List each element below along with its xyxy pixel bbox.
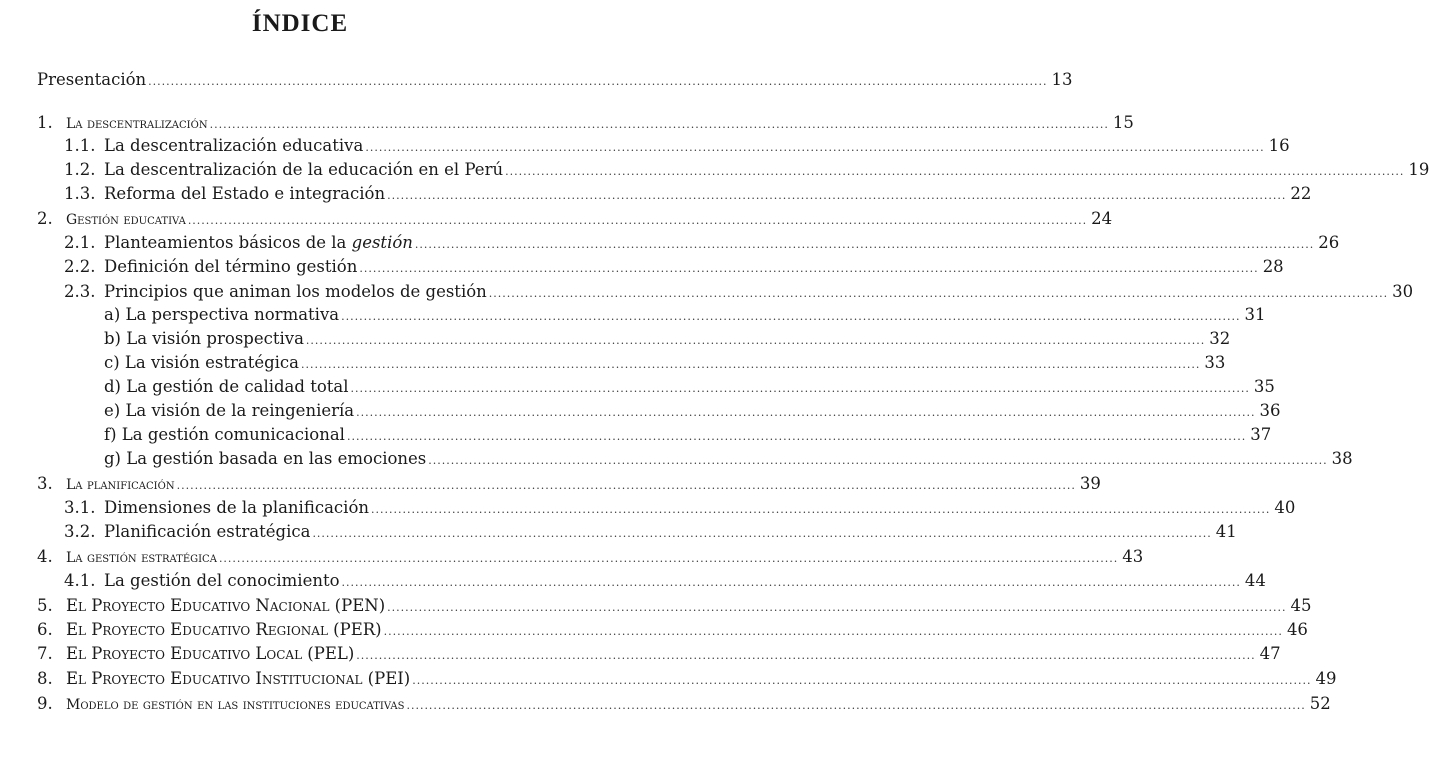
dot-leader: ........................................................................................................................................................................................................ (359, 262, 1259, 275)
toc-entry-title: El Proyecto Educativo Nacional (PEN) (66, 596, 386, 615)
toc-entry-page: 28 (1262, 257, 1284, 276)
toc-entry (64, 231, 1340, 255)
toc-entry-number: 2.1. (64, 233, 96, 252)
toc-entry-title: Principios que animan los modelos de gestión (104, 282, 487, 301)
dot-leader: ........................................................................................................................................................................................................ (428, 454, 1328, 467)
dot-leader: ........................................................................................................................................................................................................ (356, 406, 1256, 419)
toc-entry-title: g) La gestión basada en las emociones (104, 449, 427, 468)
toc-entry (104, 399, 1281, 423)
toc-entry (104, 327, 1231, 351)
toc-entry-title: Reforma del Estado e integración (104, 184, 386, 203)
dot-leader: ........................................................................................................................................................................................................ (312, 527, 1212, 540)
toc-entry-page: 45 (1290, 596, 1312, 615)
toc-entry-title: El Proyecto Educativo Local (PEL) (66, 644, 355, 663)
toc-entry-page: 38 (1331, 449, 1353, 468)
toc-entry-number: 6. (37, 620, 53, 639)
toc-entry-page: 32 (1209, 329, 1231, 348)
toc-entry-title: Gestión educativa (66, 212, 186, 228)
toc-entry-title: b) La visión prospectiva (104, 329, 304, 348)
toc-entry-title: La gestión del conocimiento (104, 571, 340, 590)
toc-entry (104, 303, 1266, 327)
toc-entry-number: 2.2. (64, 257, 96, 276)
toc-entry-number: 2.3. (64, 282, 96, 301)
toc-entry (37, 692, 1331, 716)
toc-entry (104, 423, 1272, 447)
toc-entry (104, 351, 1226, 375)
toc-entry-page: 39 (1079, 474, 1101, 493)
toc-entry-page: 41 (1215, 522, 1237, 541)
toc-entry-number: 1. (37, 113, 53, 132)
toc-entry-title: e) La visión de la reingeniería (104, 401, 355, 420)
toc-entry-page: 19 (1408, 160, 1429, 179)
dot-leader: ........................................................................................................................................................................................................ (176, 479, 1076, 492)
dot-leader: ........................................................................................................................................................................................................ (505, 165, 1405, 178)
toc-entry (64, 520, 1237, 544)
toc-entry-page: 31 (1244, 305, 1266, 324)
toc-entry-number: 9. (37, 694, 53, 713)
dot-leader: ........................................................................................................................................................................................................ (383, 625, 1283, 638)
toc-entry (37, 594, 1312, 618)
toc-entry-page: 24 (1091, 209, 1113, 228)
dot-leader: ........................................................................................................................................................................................................ (305, 334, 1206, 347)
toc-entry-number: 1.3. (64, 184, 96, 203)
toc-entry-title: La descentralización de la educación en el Perú (104, 160, 504, 179)
dot-leader: ........................................................................................................................................................................................................ (301, 358, 1201, 371)
toc-entry-title: El Proyecto Educativo Institucional (PEI) (66, 669, 411, 688)
toc-entry-number: 7. (37, 644, 53, 663)
toc-entry (64, 182, 1312, 206)
toc-entry-title: La descentralización (66, 116, 208, 132)
dot-leader: ........................................................................................................................................................................................................ (341, 310, 1241, 323)
toc-entry-title: d) La gestión de calidad total (104, 377, 349, 396)
toc-entry-title: Modelo de gestión en las instituciones educativas (66, 697, 405, 713)
toc-entry-page: 44 (1244, 571, 1266, 590)
toc-entry-number: 2. (37, 209, 53, 228)
toc-entry-page: 40 (1274, 498, 1296, 517)
dot-leader: ........................................................................................................................................................................................................ (387, 601, 1287, 614)
toc-entry (37, 642, 1281, 666)
toc-entry (37, 545, 1144, 569)
toc-entry-title: La gestión estratégica (66, 550, 217, 566)
toc-entry (37, 111, 1134, 135)
toc-entry-number: 5. (37, 596, 53, 615)
toc-entry-title: El Proyecto Educativo Regional (PER) (66, 620, 382, 639)
toc-entry (64, 134, 1290, 158)
dot-leader: ........................................................................................................................................................................................................ (365, 141, 1265, 154)
toc-entry-number: 4.1. (64, 571, 96, 590)
dot-leader: ........................................................................................................................................................................................................ (346, 430, 1247, 443)
toc-entry-page: 26 (1318, 233, 1340, 252)
dot-leader: ........................................................................................................................................................................................................ (406, 699, 1306, 712)
dot-leader: ........................................................................................................................................................................................................ (187, 214, 1088, 227)
toc-entry-number: 3.1. (64, 498, 96, 517)
dot-leader: ........................................................................................................................................................................................................ (218, 552, 1119, 565)
toc-entry-title: f) La gestión comunicacional (104, 425, 345, 444)
toc-entry (37, 667, 1337, 691)
page-title: ÍNDICE (251, 10, 349, 37)
dot-leader: ........................................................................................................................................................................................................ (209, 118, 1109, 131)
toc-entry-page: 47 (1259, 644, 1281, 663)
toc-entry-page: 37 (1250, 425, 1272, 444)
toc-entry-number: 8. (37, 669, 53, 688)
toc-entry-page: 36 (1259, 401, 1281, 420)
toc-entry-title: a) La perspectiva normativa (104, 305, 340, 324)
toc-entry (37, 472, 1101, 496)
toc-entry-number: 1.2. (64, 160, 96, 179)
toc-entry-title: Presentación (37, 70, 147, 89)
dot-leader: ........................................................................................................................................................................................................ (414, 238, 1315, 251)
dot-leader: ........................................................................................................................................................................................................ (371, 503, 1271, 516)
dot-leader: ........................................................................................................................................................................................................ (341, 576, 1241, 589)
toc-entry (64, 158, 1429, 182)
toc-entry-title: c) La visión estratégica (104, 353, 300, 372)
toc-entry (37, 618, 1308, 642)
dot-leader: ........................................................................................................................................................................................................ (148, 75, 1048, 88)
toc-entry-title: Planificación estratégica (104, 522, 311, 541)
toc-entry-page: 22 (1290, 184, 1312, 203)
toc-entry (37, 68, 1073, 92)
dot-leader: ........................................................................................................................................................................................................ (412, 674, 1312, 687)
toc-entry-page: 52 (1309, 694, 1331, 713)
toc-entry (104, 447, 1353, 471)
toc-entry-page: 46 (1286, 620, 1308, 639)
toc-entry-page: 49 (1315, 669, 1337, 688)
toc-entry-title: Planteamientos básicos de la gestión (104, 233, 413, 252)
toc-entry-title: Dimensiones de la planificación (104, 498, 369, 517)
dot-leader: ........................................................................................................................................................................................................ (387, 189, 1287, 202)
toc-entry (104, 375, 1275, 399)
toc-entry-title: Definición del término gestión (104, 257, 358, 276)
toc-entry (64, 280, 1414, 304)
toc-entry (64, 496, 1296, 520)
toc-entry-page: 15 (1112, 113, 1134, 132)
toc-entry-title: La descentralización educativa (104, 136, 364, 155)
toc-entry-number: 1.1. (64, 136, 96, 155)
toc-entry-page: 13 (1051, 70, 1073, 89)
toc-entry-page: 16 (1268, 136, 1290, 155)
toc-entry (64, 255, 1284, 279)
toc-entry-page: 35 (1253, 377, 1275, 396)
toc-entry (37, 207, 1113, 231)
toc-entry-number: 4. (37, 547, 53, 566)
dot-leader: ........................................................................................................................................................................................................ (350, 382, 1250, 395)
toc-entry (64, 569, 1266, 593)
toc-entry-page: 33 (1204, 353, 1226, 372)
toc-entry-number: 3. (37, 474, 53, 493)
toc-entry-page: 43 (1122, 547, 1144, 566)
toc-entry-title: La planificación (66, 477, 175, 493)
toc-entry-emphasis: gestión (351, 233, 413, 252)
dot-leader: ........................................................................................................................................................................................................ (356, 649, 1256, 662)
toc-entry-page: 30 (1392, 282, 1414, 301)
dot-leader: ........................................................................................................................................................................................................ (488, 287, 1389, 300)
toc-entry-number: 3.2. (64, 522, 96, 541)
